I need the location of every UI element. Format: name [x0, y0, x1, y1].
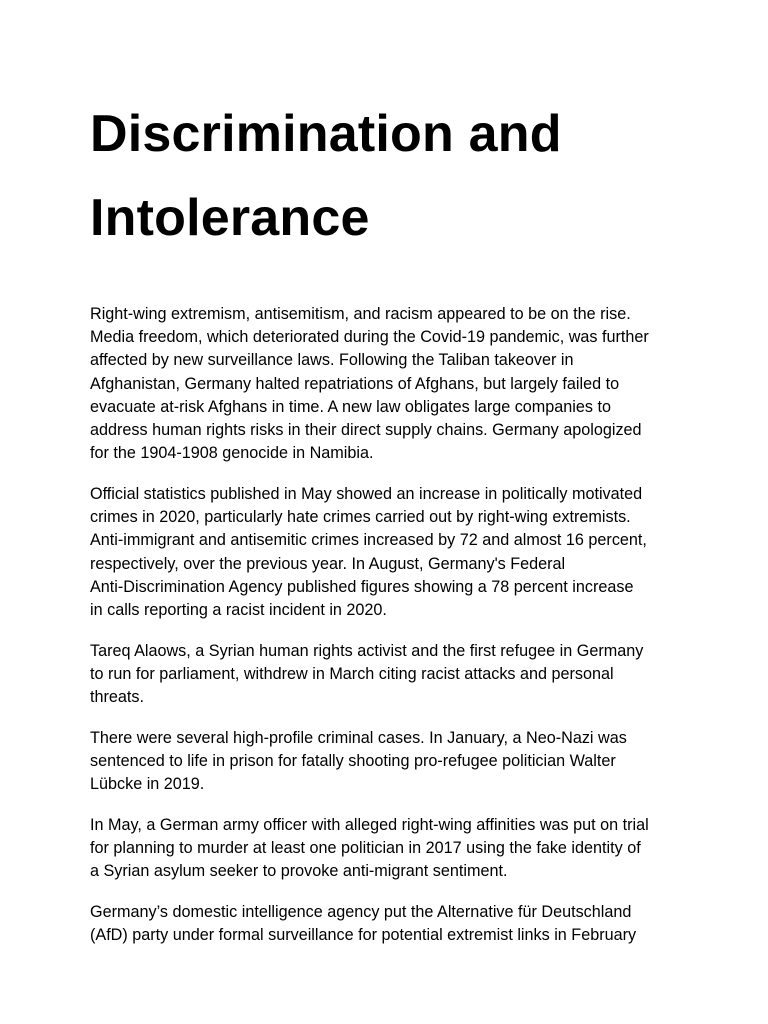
text-line: for planning to murder at least one politician in 2017 using the fake identity of	[90, 839, 641, 858]
page-title	[90, 92, 710, 260]
text-line: Tareq Alaows, a Syrian human rights activist and the first refugee in Germany	[90, 641, 644, 660]
title-line: Discrimination and	[90, 105, 562, 163]
text-line: In May, a German army officer with alleged right-wing affinities was put on trial	[90, 815, 649, 834]
text-line: affected by new surveillance laws. Following the Taliban takeover in	[90, 351, 574, 370]
body-text	[90, 303, 710, 947]
text-line: There were several high-profile criminal cases. In January, a Neo-Nazi was	[90, 728, 627, 747]
text-line: to run for parliament, withdrew in March citing racist attacks and personal	[90, 664, 614, 683]
text-line: sentenced to life in prison for fatally shooting pro-refugee politician Walter	[90, 751, 616, 770]
text-line: Afghanistan, Germany halted repatriations of Afghans, but largely failed to	[90, 374, 620, 393]
text-line: (AfD) party under formal surveillance for potential extremist links in February	[90, 926, 637, 945]
paragraph	[90, 640, 710, 710]
paragraph	[90, 727, 710, 797]
text-line: respectively, over the previous year. In August, Germany's Federal	[90, 554, 566, 573]
title-line: Intolerance	[90, 189, 370, 247]
text-line: address human rights risks in their direct supply chains. Germany apologized	[90, 421, 642, 440]
document-page	[90, 92, 710, 965]
text-line: Lübcke in 2019.	[90, 775, 205, 794]
text-line: Official statistics published in May showed an increase in politically motivated	[90, 484, 643, 503]
paragraph	[90, 483, 710, 622]
text-line: Anti-Discrimination Agency published figures showing a 78 percent increase	[90, 577, 634, 596]
paragraph	[90, 303, 710, 465]
text-line: for the 1904-1908 genocide in Namibia.	[90, 444, 374, 463]
text-line: crimes in 2020, particularly hate crimes carried out by right-wing extremists.	[90, 508, 631, 527]
text-line: Germany’s domestic intelligence agency put the Alternative für Deutschland	[90, 902, 632, 921]
text-line: Media freedom, which deteriorated during the Covid-19 pandemic, was further	[90, 328, 649, 347]
text-line: Right-wing extremism, antisemitism, and racism appeared to be on the rise.	[90, 305, 631, 323]
text-line: a Syrian asylum seeker to provoke anti-migrant sentiment.	[90, 862, 508, 881]
text-line: evacuate at-risk Afghans in time. A new law obligates large companies to	[90, 397, 611, 416]
text-line: in calls reporting a racist incident in 2020.	[90, 600, 387, 619]
paragraph	[90, 814, 710, 884]
text-line: threats.	[90, 688, 144, 707]
paragraph	[90, 901, 710, 947]
text-line: Anti-immigrant and antisemitic crimes increased by 72 and almost 16 percent,	[90, 531, 647, 550]
